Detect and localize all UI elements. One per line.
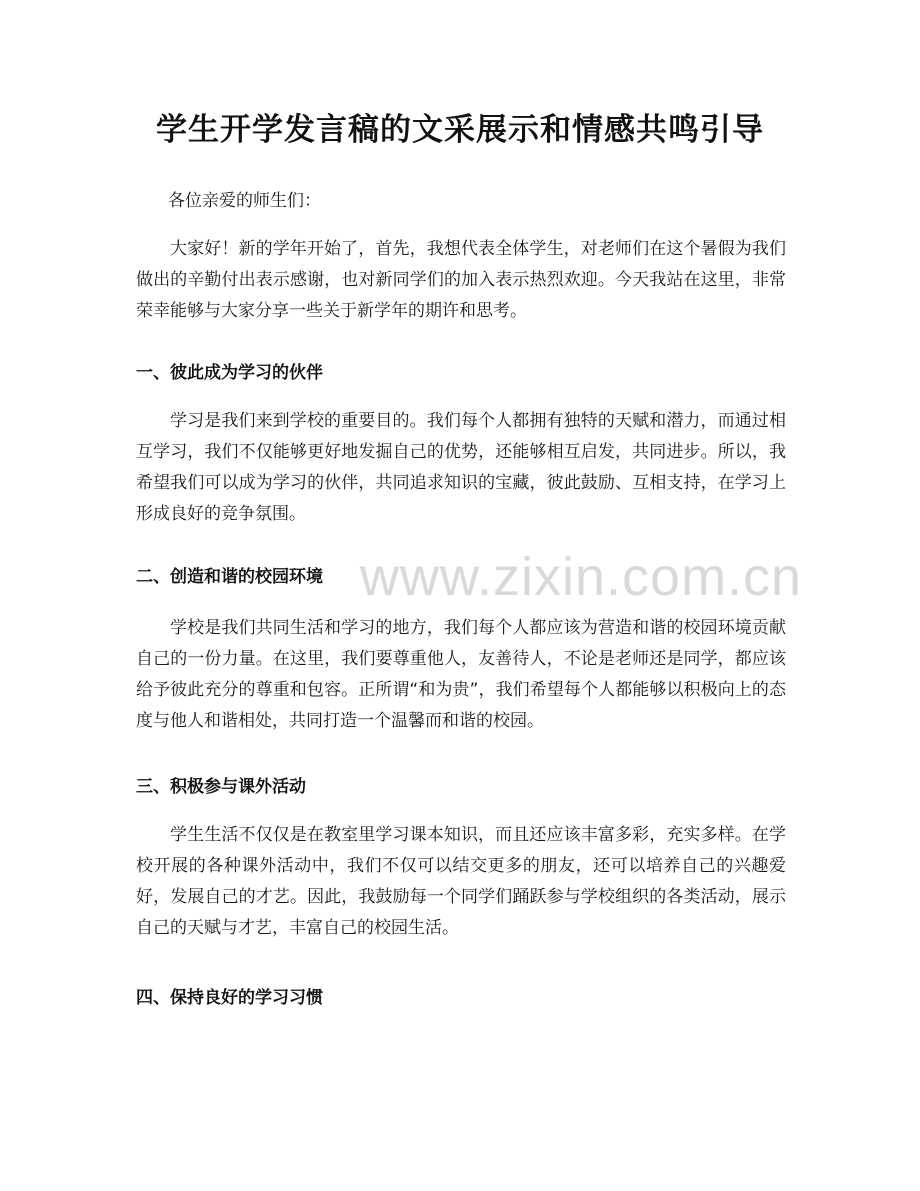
intro-paragraph: 大家好！新的学年开始了，首先，我想代表全体学生，对老师们在这个暑假为我们做出的辛勤付出表示感谢，也对新同学们的加入表示热烈欢迎。今天我站在这里，非常荣幸能够与大家分享一些关于新学年的期许和思考。 [136,239,786,321]
section-body-2: 学校是我们共同生活和学习的地方，我们每个人都应该为营造和谐的校园环境贡献自己的一份力量。在这里，我们要尊重他人，友善待人，不论是老师还是同学，都应该给予彼此充分的尊重和包容。正所谓“和为贵”，我们希望每个人都能够以积极向上的态度与他人和谐相处，共同打造一个温馨而和谐的校园。 [136,618,786,731]
section-heading-4: 四、保持良好的学习习惯 [136,988,323,1008]
greeting: 各位亲爱的师生们： [168,191,321,211]
section-body-3: 学生生活不仅仅是在教室里学习课本知识，而且还应该丰富多彩，充实多样。在学校开展的各种课外活动中，我们不仅可以结交更多的朋友，还可以培养自己的兴趣爱好，发展自己的才艺。因此，我鼓励每一个同学们踊跃参与学校组织的各类活动，展示自己的天赋与才艺，丰富自己的校园生活。 [136,825,786,938]
section-heading-1: 一、彼此成为学习的伙伴 [136,363,323,383]
section-heading-3: 三、积极参与课外活动 [136,777,306,797]
section-body-1: 学习是我们来到学校的重要目的。我们每个人都拥有独特的天赋和潜力，而通过相互学习，我们不仅能够更好地发掘自己的优势，还能够相互启发，共同进步。所以，我希望我们可以成为学习的伙伴，共同追求知识的宝藏，彼此鼓励、互相支持，在学习上形成良好的竞争氛围。 [136,411,786,524]
watermark: www.zixin.com.cn [360,547,803,607]
document-title: 学生开学发言稿的文采展示和情感共鸣引导 [156,112,764,148]
section-heading-2: 二、创造和谐的校园环境 [136,567,323,587]
